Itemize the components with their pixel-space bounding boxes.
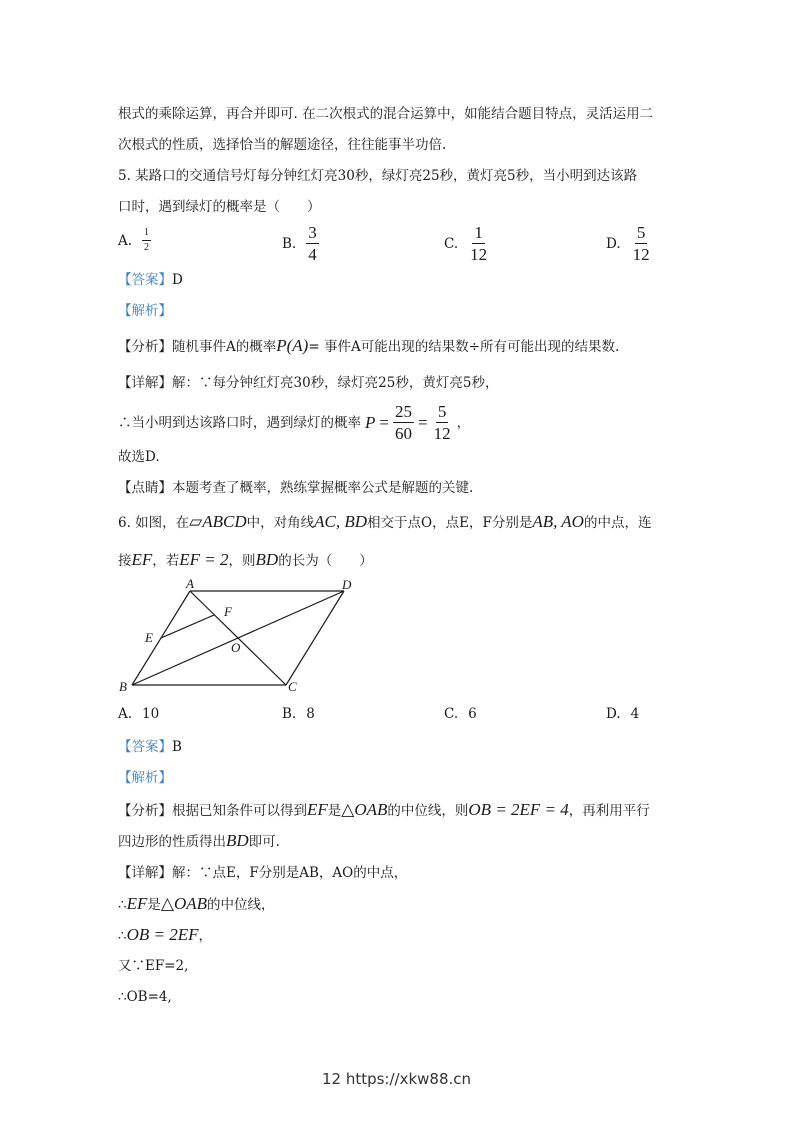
fraction: $\frac{25}{60}$ — [394, 402, 412, 443]
math: EF — [126, 894, 148, 913]
math: = — [379, 412, 389, 432]
math: EF = 2 — [179, 550, 229, 569]
label-e: E — [145, 630, 153, 645]
analysis-tag: 【解析】 — [118, 303, 172, 319]
option-value: 6 — [468, 706, 477, 722]
q5-option-d — [606, 224, 652, 263]
text: ∴当小明到达该路口时，遇到绿灯的概率 — [118, 414, 361, 431]
q5-therefore — [118, 403, 470, 442]
answer-value: B — [172, 739, 182, 755]
segment-ef — [161, 615, 214, 638]
paragraph-line: 次根式的性质，选择恰当的解题途径，往往能事半功倍. — [118, 137, 447, 153]
text: 解：∵每分钟红灯亮30秒，绿灯亮25秒，黄灯亮5秒， — [172, 375, 499, 391]
question-5-line-1: 5. 某路口的交通信号灯每分钟红灯亮30秒，绿灯亮25秒，黄灯亮5秒，当小明到达该路 — [118, 168, 638, 184]
math: OB = 2EF = 4 — [468, 800, 569, 819]
text: ， — [198, 928, 212, 944]
text: 的中位线， — [207, 897, 275, 913]
text: 6. 如图，在 — [118, 515, 190, 531]
text: 中，对角线 — [246, 515, 315, 531]
q5-answer — [118, 270, 183, 290]
math: AB, AO — [532, 512, 584, 531]
q6-option-b — [282, 706, 315, 722]
option-letter: A. — [118, 232, 133, 249]
q6-answer — [118, 737, 182, 757]
option-letter: A. — [118, 706, 133, 722]
option-value: 8 — [306, 706, 315, 722]
q6-step-3: 又∵EF=2, — [118, 958, 189, 974]
diagonal-bd — [132, 591, 344, 685]
q6-fenxi-line-2 — [118, 831, 280, 852]
question-6-line-1 — [118, 512, 651, 533]
math: EF — [131, 550, 153, 569]
text: 随机事件A的概率 — [172, 339, 277, 355]
option-letter: D. — [606, 706, 621, 722]
q5-choose: 故选D. — [118, 449, 160, 465]
answer-tag: 【答案】 — [118, 272, 172, 288]
option-value: 10 — [142, 706, 160, 722]
label-o: O — [231, 640, 241, 655]
q6-option-c — [444, 706, 477, 722]
label-f: F — [224, 604, 232, 619]
math: △OAB — [160, 894, 207, 913]
text: 解：∵点E，F分别是AB，AO的中点， — [172, 865, 408, 881]
text: ∴ — [118, 897, 127, 913]
text: 是 — [327, 803, 342, 819]
label-d: D — [342, 577, 352, 592]
text: 的长为（ ） — [278, 553, 373, 569]
q5-xiangjie — [118, 373, 498, 393]
text: ，则 — [228, 553, 256, 569]
option-letter: C. — [444, 706, 459, 722]
fraction: $\frac{5}{12}$ — [433, 402, 451, 443]
text: 即可. — [248, 834, 280, 850]
text: ， — [456, 414, 471, 431]
math: BD — [226, 831, 249, 850]
q5-option-b — [282, 224, 319, 263]
page-footer: 12 https://xkw88.cn — [321, 1070, 472, 1088]
q5-dianjing — [118, 478, 473, 498]
dianjing-tag: 【点睛】 — [118, 480, 172, 496]
fenxi-tag: 【分析】 — [118, 803, 172, 819]
math: P(A) — [276, 336, 309, 355]
option-letter: C. — [444, 235, 459, 252]
text: ，再利用平行 — [568, 803, 650, 819]
q5-option-a — [118, 228, 151, 253]
math: ▱ABCD — [189, 512, 247, 531]
text: 本题考查了概率，熟练掌握概率公式是解题的关键. — [172, 480, 474, 496]
analysis-tag: 【解析】 — [118, 770, 172, 786]
q6-xiangjie — [118, 863, 407, 883]
question-5-line-2: 口时，遇到绿灯的概率是（ ） — [118, 199, 321, 215]
paragraph-line: 根式的乘除运算，再合并即可. 在二次根式的混合运算中，如能结合题目特点，灵活运用二 — [118, 106, 654, 122]
q6-fenxi-line-1 — [118, 800, 650, 821]
text: 接 — [118, 553, 132, 569]
text: 根据已知条件可以得到 — [172, 803, 307, 819]
fenxi-tag: 【分析】 — [118, 339, 172, 355]
math: BD — [255, 550, 279, 569]
option-letter: B. — [282, 706, 297, 722]
answer-value: D — [172, 272, 183, 288]
text: 相交于点O，点E，F分别是 — [367, 515, 533, 531]
option-fraction: $\frac{5}{12}$ — [632, 223, 650, 264]
q6-option-a — [118, 706, 159, 722]
q6-step-2 — [118, 925, 212, 946]
text: ，若 — [152, 553, 180, 569]
q6-step-4: ∴OB=4, — [118, 989, 172, 1005]
math: OB = 2EF — [126, 925, 199, 944]
math: △OAB — [341, 800, 388, 819]
math: AC, BD — [314, 512, 368, 531]
q5-option-c — [444, 224, 489, 263]
segment-cd — [286, 591, 344, 685]
q5-analysis-heading — [118, 301, 172, 321]
text: ∴ — [118, 928, 127, 944]
text: 是 — [147, 897, 161, 913]
option-fraction: $\frac{1}{12}$ — [470, 223, 488, 264]
q6-option-d — [606, 706, 639, 722]
label-a: A — [186, 576, 194, 591]
option-letter: D. — [606, 235, 621, 252]
option-letter: B. — [282, 235, 297, 252]
text: 的中位线，则 — [387, 803, 469, 819]
math: = — [417, 412, 428, 432]
text: 四边形的性质得出 — [118, 834, 226, 850]
q6-analysis-heading — [118, 768, 172, 788]
math: P — [365, 412, 376, 432]
label-c: C — [288, 679, 297, 694]
text: 的中点，连 — [583, 515, 652, 531]
xiangjie-tag: 【详解】 — [118, 375, 172, 391]
question-6-line-2 — [118, 550, 373, 571]
option-fraction: $\frac{1}{2}$ — [144, 227, 150, 253]
q5-fenxi — [118, 336, 619, 357]
label-b: B — [119, 679, 127, 694]
option-value: 4 — [630, 706, 640, 722]
answer-tag: 【答案】 — [118, 739, 172, 755]
text: = 事件A可能出现的结果数÷所有可能出现的结果数. — [308, 339, 620, 355]
parallelogram-figure — [110, 575, 370, 700]
q6-step-1 — [118, 894, 275, 915]
math: EF — [307, 800, 328, 819]
option-fraction: $\frac{3}{4}$ — [308, 223, 317, 264]
xiangjie-tag: 【详解】 — [118, 865, 172, 881]
